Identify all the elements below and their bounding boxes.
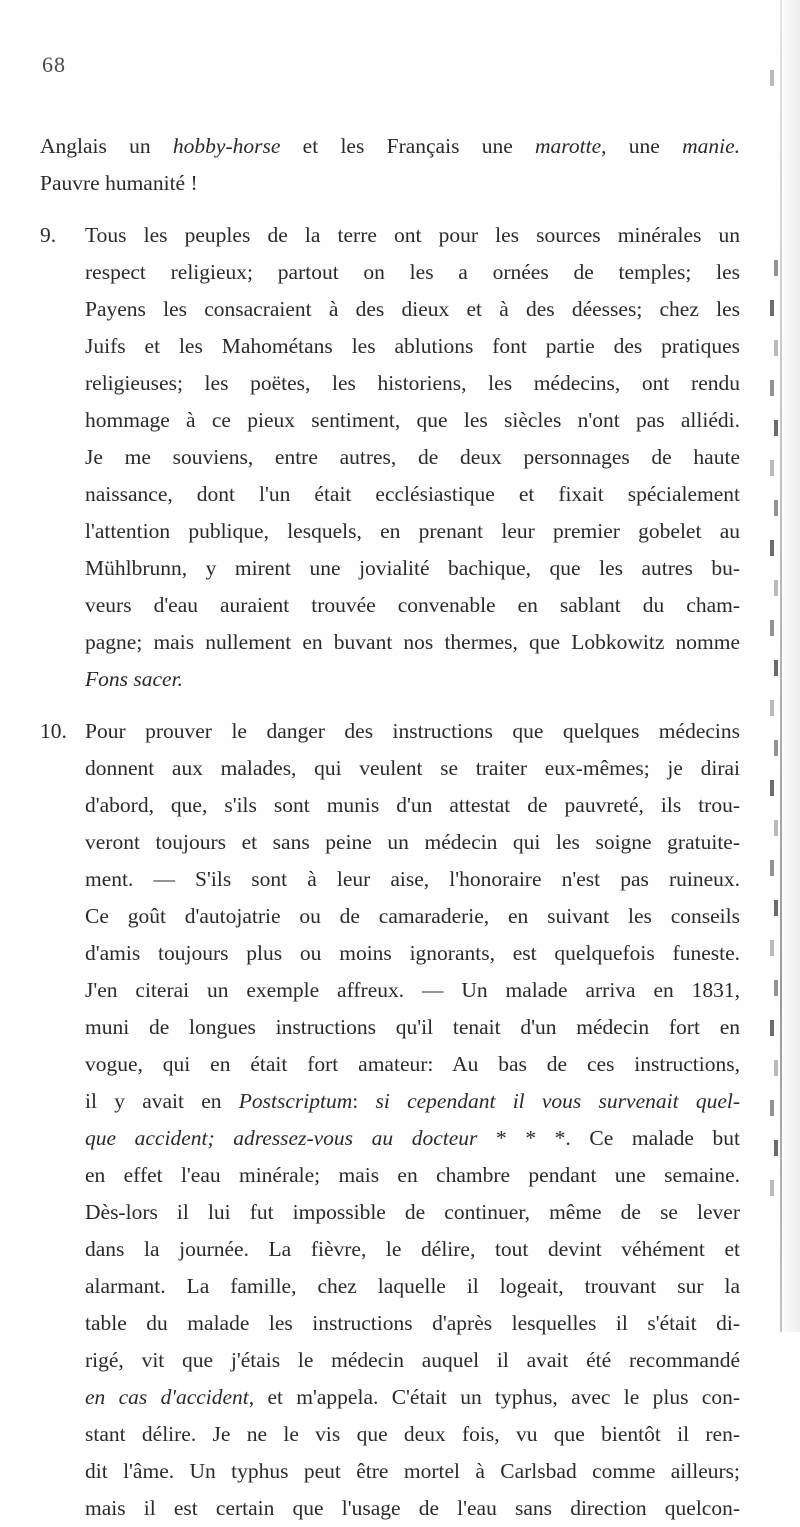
edge-mark: [770, 300, 774, 316]
edge-mark: [770, 1100, 774, 1116]
edge-mark: [774, 820, 778, 836]
text-line: [40, 476, 740, 513]
text-run: Payens les consacraient à des dieux et à des déesses; chez les: [85, 297, 740, 321]
edge-mark: [770, 1020, 774, 1036]
text-run: respect religieux; partout on les a ornées de temples; les: [85, 260, 740, 284]
text-run: vogue, qui en était fort amateur: Au bas de ces instructions,: [85, 1052, 740, 1076]
text-line: [40, 624, 740, 661]
text-run: veurs d'eau auraient trouvée convenable en sablant du cham-: [85, 593, 740, 617]
text-line: [40, 1379, 740, 1416]
text-line: [40, 165, 740, 202]
edge-mark: [770, 620, 774, 636]
text-run: Pour prouver le danger des instructions que quelques médecins: [85, 719, 740, 743]
text-run: stant délire. Je ne le vis que deux fois, vu que bientôt il ren-: [85, 1422, 740, 1446]
edge-mark: [770, 940, 774, 956]
text-line: [40, 1194, 740, 1231]
text-run: d'abord, que, s'ils sont munis d'un attestat de pauvreté, ils trou-: [85, 793, 740, 817]
edge-mark: [770, 780, 774, 796]
italic-text: manie.: [682, 134, 740, 158]
edge-mark: [774, 660, 778, 676]
text-line: [40, 1342, 740, 1379]
page-number: 68: [42, 52, 66, 77]
edge-mark: [774, 1140, 778, 1156]
text-run: Mühlbrunn, y mirent une jovialité bachique, que les autres bu-: [85, 556, 740, 580]
text-run: Dès-lors il lui fut impossible de continuer, même de se lever: [85, 1200, 740, 1224]
italic-text: Postscriptum: [238, 1089, 353, 1113]
italic-text: si cependant il vous survenait quel-: [375, 1089, 740, 1113]
text-run: Pauvre humanité !: [40, 171, 198, 195]
text-run: * * *. Ce malade but: [477, 1126, 740, 1150]
text-line: [40, 824, 740, 861]
text-line: [40, 513, 740, 550]
text-run: Ce goût d'autojatrie ou de camaraderie, en suivant les conseils: [85, 904, 740, 928]
text-line: [40, 1231, 740, 1268]
text-line: [40, 661, 740, 698]
italic-text: hobby-horse: [172, 134, 281, 158]
text-line: [40, 1009, 740, 1046]
text-line: [40, 1305, 740, 1342]
text-run: religieuses; les poëtes, les historiens, les médecins, ont rendu: [85, 371, 740, 395]
page-edge-rule: [780, 0, 782, 1332]
text-run: veront toujours et sans peine un médecin qui les soigne gratuite-: [85, 830, 740, 854]
edge-mark: [770, 700, 774, 716]
edge-mark: [774, 980, 778, 996]
text-run: donnent aux malades, qui veulent se traiter eux-mêmes; je dirai: [85, 756, 740, 780]
text-line: [40, 935, 740, 972]
text-run: il y avait en: [85, 1089, 239, 1113]
text-run: dit l'âme. Un typhus peut être mortel à Carlsbad comme ailleurs;: [85, 1459, 740, 1483]
text-line: [40, 439, 740, 476]
text-line: [40, 365, 740, 402]
text-line: [40, 787, 740, 824]
edge-mark: [770, 460, 774, 476]
edge-mark: [770, 860, 774, 876]
text-line: [40, 1157, 740, 1194]
text-line: [40, 713, 740, 750]
text-run: dans la journée. La fièvre, le délire, tout devint véhément et: [85, 1237, 740, 1261]
text-run: l'attention publique, lesquels, en prenant leur premier gobelet au: [85, 519, 740, 543]
italic-text: marotte: [535, 134, 602, 158]
text-run: et les Français une: [280, 134, 536, 158]
text-line: [40, 1083, 740, 1120]
italic-text: que accident; adressez-vous au docteur: [85, 1126, 478, 1150]
text-run: en effet l'eau minérale; mais en chambre pendant une semaine.: [85, 1163, 740, 1187]
text-run: :: [352, 1089, 376, 1113]
text-line: [40, 861, 740, 898]
text-run: muni de longues instructions qu'il tenait d'un médecin fort en: [85, 1015, 740, 1039]
text-run: J'en citerai un exemple affreux. — Un malade arriva en 1831,: [85, 978, 740, 1002]
edge-mark: [774, 1060, 778, 1076]
paragraph-number: 9.: [40, 223, 57, 247]
edge-mark: [774, 500, 778, 516]
edge-mark: [770, 70, 774, 86]
text-line: [40, 898, 740, 935]
edge-mark: [770, 1180, 774, 1196]
edge-mark: [774, 260, 778, 276]
text-run: , et m'appela. C'était un typhus, avec le plus con-: [248, 1385, 740, 1409]
text-run: table du malade les instructions d'après lesquelles il s'était di-: [85, 1311, 740, 1335]
text-run: hommage à ce pieux sentiment, que les siècles n'ont pas alliédi.: [85, 408, 740, 432]
italic-text: Fons sacer.: [85, 667, 183, 691]
edge-mark: [774, 740, 778, 756]
edge-mark: [770, 540, 774, 556]
text-run: Juifs et les Mahométans les ablutions font partie des pratiques: [85, 334, 740, 358]
text-line: [40, 291, 740, 328]
text-line: [40, 328, 740, 365]
text-line: [40, 1046, 740, 1083]
edge-mark: [774, 420, 778, 436]
text-run: ment. — S'ils sont à leur aise, l'honoraire n'est pas ruineux.: [85, 867, 740, 891]
text-line: [40, 254, 740, 291]
edge-mark: [774, 900, 778, 916]
text-run: alarmant. La famille, chez laquelle il logeait, trouvant sur la: [85, 1274, 740, 1298]
page-edge-shade: [784, 0, 800, 1332]
text-line: [40, 1490, 740, 1527]
text-run: naissance, dont l'un était ecclésiastique et fixait spécialement: [85, 482, 740, 506]
text-line: [40, 1120, 740, 1157]
text-line: [40, 402, 740, 439]
text-run: d'amis toujours plus ou moins ignorants, est quelquefois funeste.: [85, 941, 740, 965]
text-run: , une: [601, 134, 683, 158]
text-run: pagne; mais nullement en buvant nos thermes, que Lobkowitz nomme: [85, 630, 740, 654]
text-line: [40, 750, 740, 787]
text-line: [40, 550, 740, 587]
page-edge: [760, 0, 800, 1332]
edge-mark: [770, 380, 774, 396]
text-line: [40, 1416, 740, 1453]
body-text: [40, 128, 740, 1527]
edge-mark: [774, 340, 778, 356]
text-line: [40, 1268, 740, 1305]
text-run: Anglais un: [40, 134, 173, 158]
text-run: rigé, vit que j'étais le médecin auquel il avait été recommandé: [85, 1348, 740, 1372]
text-line: [40, 217, 740, 254]
paragraph-number: 10.: [40, 719, 67, 743]
text-line: [40, 972, 740, 1009]
italic-text: en cas d'accident: [85, 1385, 249, 1409]
text-line: [40, 1453, 740, 1490]
text-line: [40, 128, 740, 165]
text-line: [40, 587, 740, 624]
text-run: Tous les peuples de la terre ont pour les sources minérales un: [85, 223, 740, 247]
text-run: Je me souviens, entre autres, de deux personnages de haute: [85, 445, 740, 469]
text-run: mais il est certain que l'usage de l'eau sans direction quelcon-: [85, 1496, 740, 1520]
edge-mark: [774, 580, 778, 596]
